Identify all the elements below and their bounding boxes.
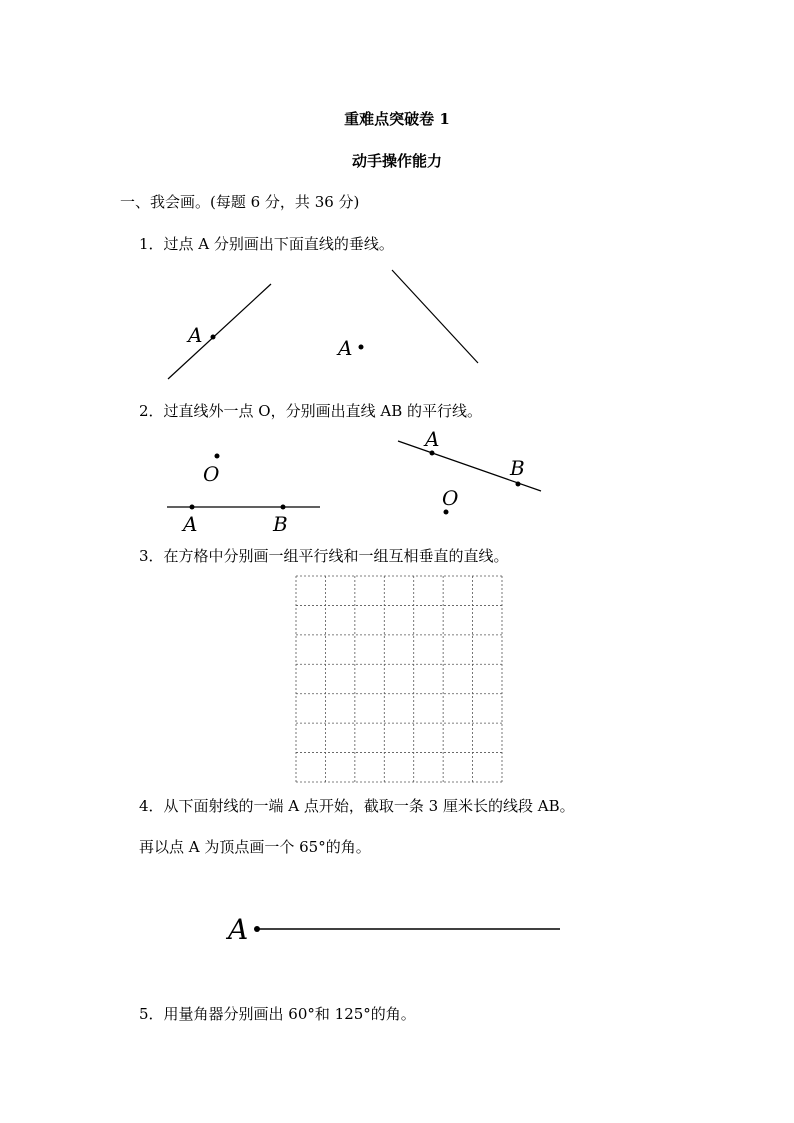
question-2-text: 2．过直线外一点 O，分别画出直线 AB 的平行线。 xyxy=(139,402,483,420)
q2-right-label-o: O xyxy=(442,486,459,510)
page-title: 重难点突破卷 1 xyxy=(344,110,450,128)
q1-left-point-a xyxy=(211,335,216,340)
question-1-text: 1．过点 A 分别画出下面直线的垂线。 xyxy=(139,235,394,253)
q1-right-line xyxy=(392,270,478,363)
question-5-text: 5．用量角器分别画出 60°和 125°的角。 xyxy=(139,1005,416,1023)
q2-right-label-a: A xyxy=(425,427,440,451)
q2-left-point-o xyxy=(215,454,220,459)
q2-left-label-o: O xyxy=(203,462,220,486)
page-subtitle: 动手操作能力 xyxy=(351,152,442,170)
q2-right-label-b: B xyxy=(510,456,525,480)
q1-left-line xyxy=(168,284,271,379)
question-4-text-line2: 再以点 A 为顶点画一个 65°的角。 xyxy=(139,838,371,856)
q2-right-point-a xyxy=(430,451,435,456)
q1-right-label-a: A xyxy=(338,336,353,360)
section-heading: 一、我会画。(每题 6 分，共 36 分) xyxy=(120,193,360,211)
q2-right-point-o xyxy=(444,510,449,515)
q2-left-point-b xyxy=(281,505,286,510)
q2-left-label-b: B xyxy=(273,512,288,536)
q4-point-a xyxy=(254,926,260,932)
q2-right-point-b xyxy=(516,482,521,487)
q2-left-label-a: A xyxy=(183,512,198,536)
question-4-text: 4．从下面射线的一端 A 点开始，截取一条 3 厘米长的线段 AB。 xyxy=(139,797,575,815)
q1-left-label-a: A xyxy=(188,323,203,347)
q2-left-point-a xyxy=(190,505,195,510)
q4-label-a: A xyxy=(228,913,249,946)
q3-dotted-grid xyxy=(296,576,502,782)
question-3-text: 3．在方格中分别画一组平行线和一组互相垂直的直线。 xyxy=(139,547,509,565)
q1-right-point-a xyxy=(359,345,364,350)
